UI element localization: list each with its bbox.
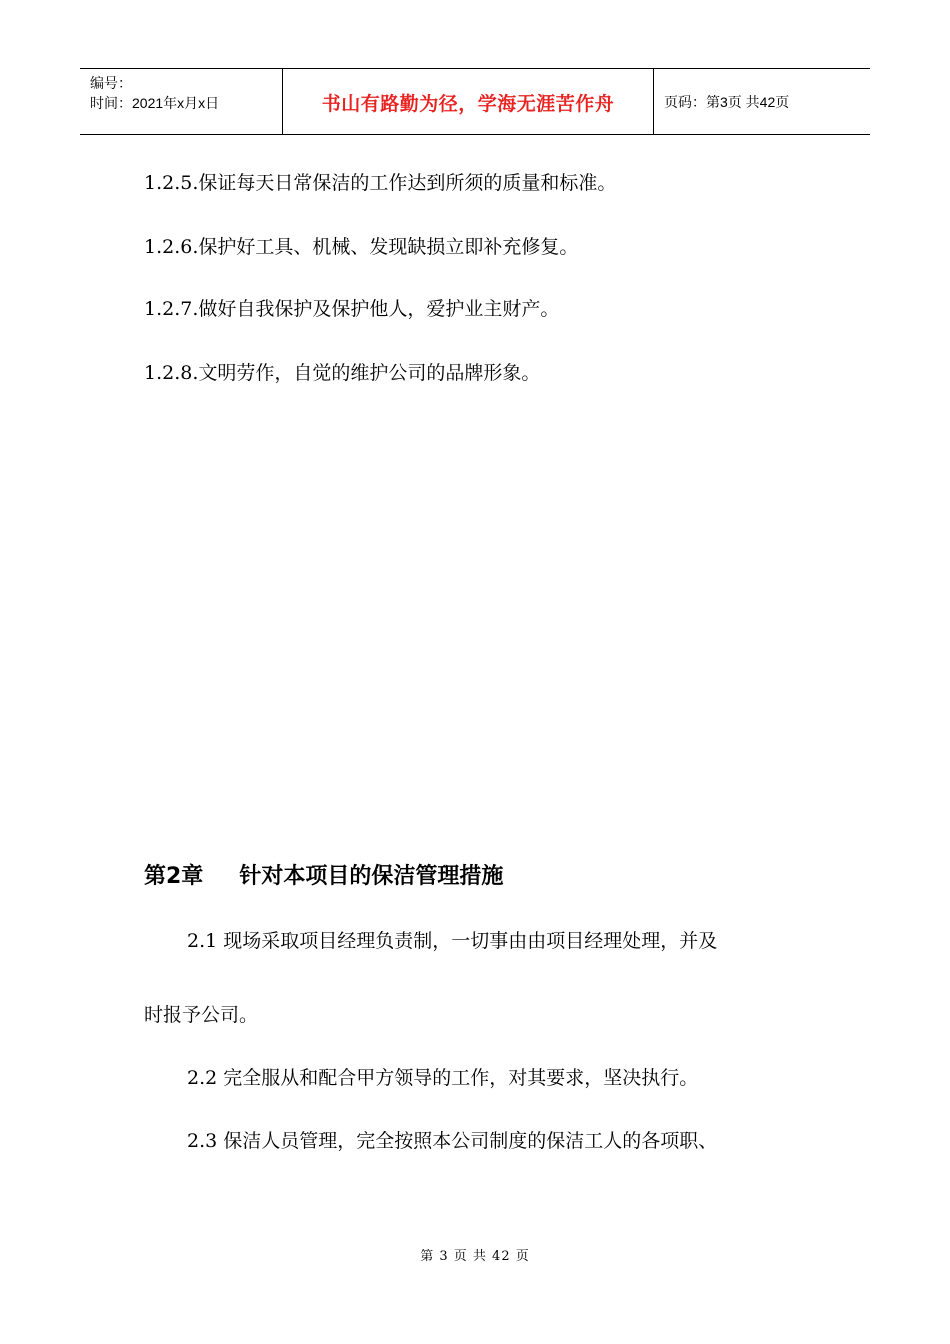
header-meta <box>80 69 282 135</box>
paragraph-2-1: 2.1 现场采取项目经理负责制，一切事由由项目经理处理，并及 <box>187 930 718 952</box>
paragraph-2-2: 2.2 完全服从和配合甲方领导的工作，对其要求，坚决执行。 <box>187 1067 699 1089</box>
clause-1-2-7: 1.2.7.做好自我保护及保护他人，爱护业主财产。 <box>144 298 560 320</box>
chapter-heading <box>144 862 503 892</box>
document-time-label: 时间：2021年x月x日 <box>90 95 220 111</box>
paragraph-2-3: 2.3 保洁人员管理，完全按照本公司制度的保洁工人的各项职、 <box>187 1130 718 1152</box>
chapter-number: 第2章 <box>144 864 204 889</box>
clause-1-2-6: 1.2.6.保护好工具、机械、发现缺损立即补充修复。 <box>144 236 579 258</box>
chapter-title: 针对本项目的保洁管理措施 <box>239 864 504 889</box>
paragraph-2-1-continued: 时报予公司。 <box>144 1004 259 1026</box>
page-footer: 第 3 页 共 42 页 <box>420 1249 530 1264</box>
header-page-info: 页码：第3页 共42页 <box>664 94 790 110</box>
page-header <box>80 68 870 135</box>
document-number-label: 编号： <box>90 75 132 91</box>
clause-1-2-8: 1.2.8.文明劳作，自觉的维护公司的品牌形象。 <box>144 362 541 384</box>
header-motto: 书山有路勤为径，学海无涯苦作舟 <box>282 69 654 135</box>
clause-1-2-5: 1.2.5.保证每天日常保洁的工作达到所须的质量和标准。 <box>144 172 617 194</box>
